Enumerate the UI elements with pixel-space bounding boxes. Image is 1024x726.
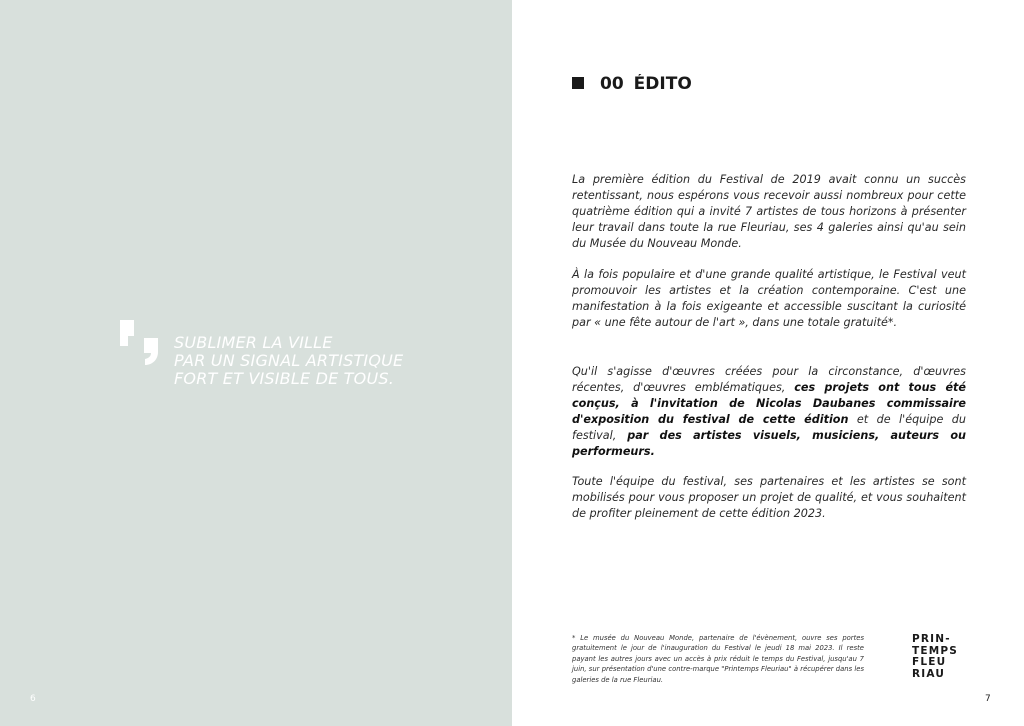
section-title: ÉDITO [633,74,692,92]
right-page [512,0,1024,726]
quotation-mark-icon [118,318,162,366]
paragraph-closing: Toute l'équipe du festival, ses partenaires et les artistes se sont mobilisés pour vous proposer un projet de qualité, et vous souhaitent de profiter pleinement de cette édition 2023. [572,475,966,520]
paragraph-projects-part2: ces projets ont tous été conçus, à l'invitation de Nicolas Daubanes commissaire d'exposition du festival de cette édition [572,381,966,426]
pull-quote-line: PAR UN SIGNAL ARTISTIQUE [174,351,404,370]
printemps-fleuriau-logo [912,634,968,680]
page-number-right: 7 [985,694,991,704]
section-number: 00 [600,74,624,92]
pull-quote [174,334,474,388]
paragraph-projects-part1: Qu'il s'agisse d'œuvres créées pour la circonstance, d'œuvres récentes, d'œuvres emblématiques, [572,365,966,394]
paragraph-projects-part4: par des artistes visuels, musiciens, auteurs ou performeurs. [572,429,966,458]
section-heading [572,74,692,92]
paragraph-mission: À la fois populaire et d'une grande qualité artistique, le Festival veut promouvoir les artistes et la création contemporaine. C'est une manifestation à la fois exigeante et accessible suscitant la curiosité par « une fête autour de l'art », dans une totale gratuité*. [572,268,966,329]
logo-line: TEMPS [912,644,959,657]
page-number-left: 6 [30,694,36,704]
logo-line: RIAU [912,667,946,680]
logo-line: PRIN- [912,633,951,645]
paragraph-projects-part3: et de l'équipe du festival, [572,413,966,442]
footnote: * Le musée du Nouveau Monde, partenaire de l'évènement, ouvre ses portes gratuitement le jour de l'inauguration du Festival le jeudi 18 mai 2023. Il reste payant les autres jours avec un accès à prix réduit le temps du Festival, jusqu'au 7 juin, sur présentation d'une contre-marque "Printemps Fleuriau" à récupérer dans les galeries de la rue Fleuriau. [572,634,864,684]
section-square-icon [572,77,584,89]
logo-line: FLEU [912,656,947,668]
paragraph-intro: La première édition du Festival de 2019 avait connu un succès retentissant, nous espérons vous recevoir aussi nombreux pour cette quatrième édition qui a invité 7 artistes de tous horizons à présenter leur travail dans toute la rue Fleuriau, ses 4 galeries ainsi qu'au sein du Musée du Nouveau Monde. [572,173,966,250]
paragraph-projects [572,364,966,460]
pull-quote-line: SUBLIMER LA VILLE [174,333,333,352]
pull-quote-line: FORT ET VISIBLE DE TOUS. [174,369,395,388]
